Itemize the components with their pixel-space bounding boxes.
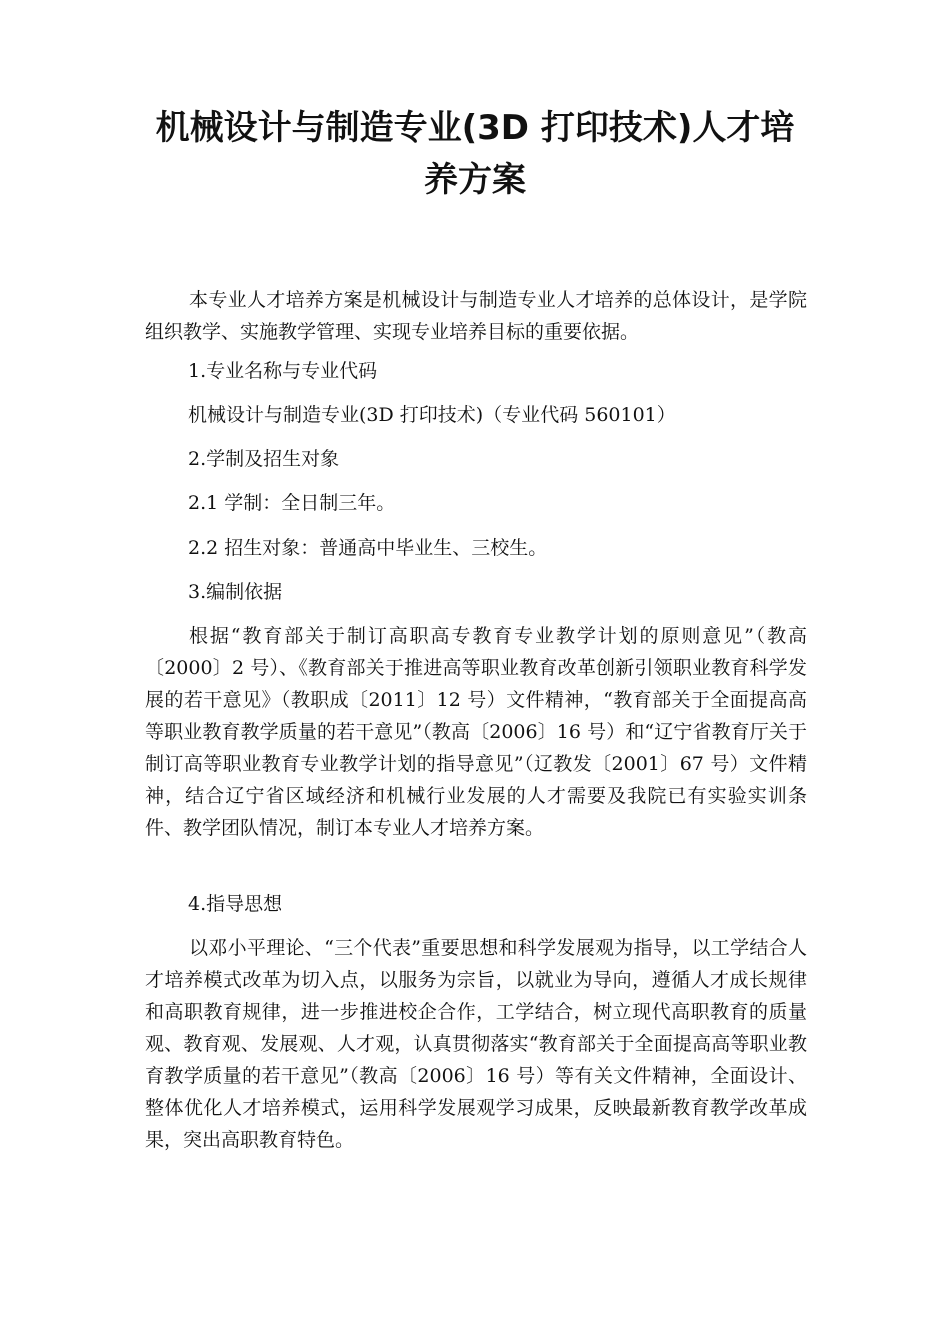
section-2-1-text: 2.1 学制：全日制三年。: [188, 492, 396, 514]
section-3-paragraph: 根据“教育部关于制订高职高专教育专业教学计划的原则意见”（教高〔2000〕2 号）、《教育部关于推进高等职业教育改革创新引领职业教育科学发展的若干意见》（教职成〔2011〕12 号）文件精神，“教育部关于全面提高高等职业教育教学质量的若干意见”（教高〔2006〕16 号）和“辽宁省教育厅关于制订高等职业教育专业教学计划的指导意见”（辽教发〔2001〕67 号）文件精神，结合辽宁省区域经济和机械行业发展的人才需要及我院已有实验实训条件、教学团队情况，制订本专业人才培养方案。: [145, 625, 807, 839]
section-1-text: 机械设计与制造专业(3D 打印技术)（专业代码 560101）: [188, 404, 676, 426]
document-title: 机械设计与制造专业(3D 打印技术)人才培养方案: [155, 108, 795, 200]
section-4-heading: 4.指导思想: [188, 893, 283, 915]
section-3-heading: 3.编制依据: [188, 581, 283, 603]
section-4-paragraph: 以邓小平理论、“三个代表”重要思想和科学发展观为指导，以工学结合人才培养模式改革为切入点，以服务为宗旨，以就业为导向，遵循人才成长规律和高职教育规律，进一步推进校企合作，工学结合，树立现代高职教育的质量观、教育观、发展观、人才观，认真贯彻落实“教育部关于全面提高高等职业教育教学质量的若干意见”（教高〔2006〕16 号）等有关文件精神，全面设计、整体优化人才培养模式，运用科学发展观学习成果，反映最新教育教学改革成果，突出高职教育特色。: [145, 937, 807, 1151]
section-2-heading: 2.学制及招生对象: [188, 448, 340, 470]
section-2-2-text: 2.2 招生对象：普通高中毕业生、三校生。: [188, 537, 548, 559]
intro-paragraph: 本专业人才培养方案是机械设计与制造专业人才培养的总体设计，是学院组织教学、实施教学管理、实现专业培养目标的重要依据。: [145, 289, 807, 343]
section-1-heading: 1.专业名称与专业代码: [188, 360, 378, 382]
